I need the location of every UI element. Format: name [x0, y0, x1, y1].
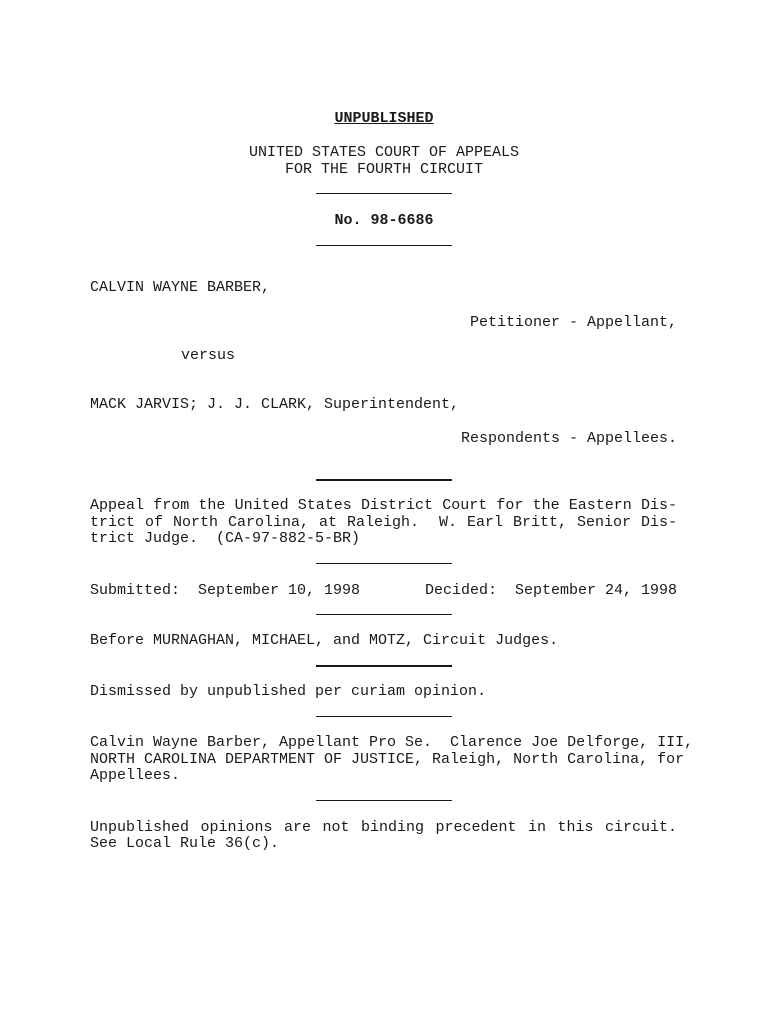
petitioner-name: CALVIN WAYNE BARBER,: [90, 279, 271, 296]
appeal-line-2: trict of North Carolina, at Raleigh. W. Earl Britt, Senior Dis-: [90, 514, 677, 531]
case-number: No. 98-6686: [334, 212, 434, 229]
unpublished-heading: UNPUBLISHED: [334, 110, 434, 127]
counsel-line-3: Appellees.: [90, 767, 181, 784]
notice-line-1: Unpublished opinions are not binding precedent in this circuit.: [90, 819, 677, 836]
court-name-line-1: UNITED STATES COURT OF APPEALS: [248, 144, 520, 161]
respondents-role: Respondents - Appellees.: [460, 430, 677, 447]
submitted-date: Submitted: September 10, 1998: [90, 582, 361, 599]
versus-label: versus: [181, 347, 236, 364]
divider: [316, 716, 452, 717]
divider: [316, 193, 452, 194]
court-name-line-2: FOR THE FOURTH CIRCUIT: [284, 161, 484, 178]
appeal-line-3: trict Judge. (CA-97-882-5-BR): [90, 530, 361, 547]
respondents-name: MACK JARVIS; J. J. CLARK, Superintendent,: [90, 396, 460, 413]
divider: [316, 479, 452, 481]
divider: [316, 563, 452, 564]
petitioner-role: Petitioner - Appellant,: [469, 314, 677, 331]
counsel-line-2: NORTH CAROLINA DEPARTMENT OF JUSTICE, Raleigh, North Carolina, for: [90, 751, 685, 768]
divider: [316, 614, 452, 615]
divider: [316, 665, 452, 667]
disposition: Dismissed by unpublished per curiam opinion.: [90, 683, 487, 700]
appeal-line-1: Appeal from the United States District Court for the Eastern Dis-: [90, 497, 677, 514]
decided-date: Decided: September 24, 1998: [424, 582, 677, 599]
panel-judges: Before MURNAGHAN, MICHAEL, and MOTZ, Circuit Judges.: [90, 632, 559, 649]
notice-line-2: See Local Rule 36(c).: [90, 835, 280, 852]
divider: [316, 245, 452, 246]
divider: [316, 800, 452, 801]
counsel-line-1: Calvin Wayne Barber, Appellant Pro Se. Clarence Joe Delforge, III,: [90, 734, 694, 751]
